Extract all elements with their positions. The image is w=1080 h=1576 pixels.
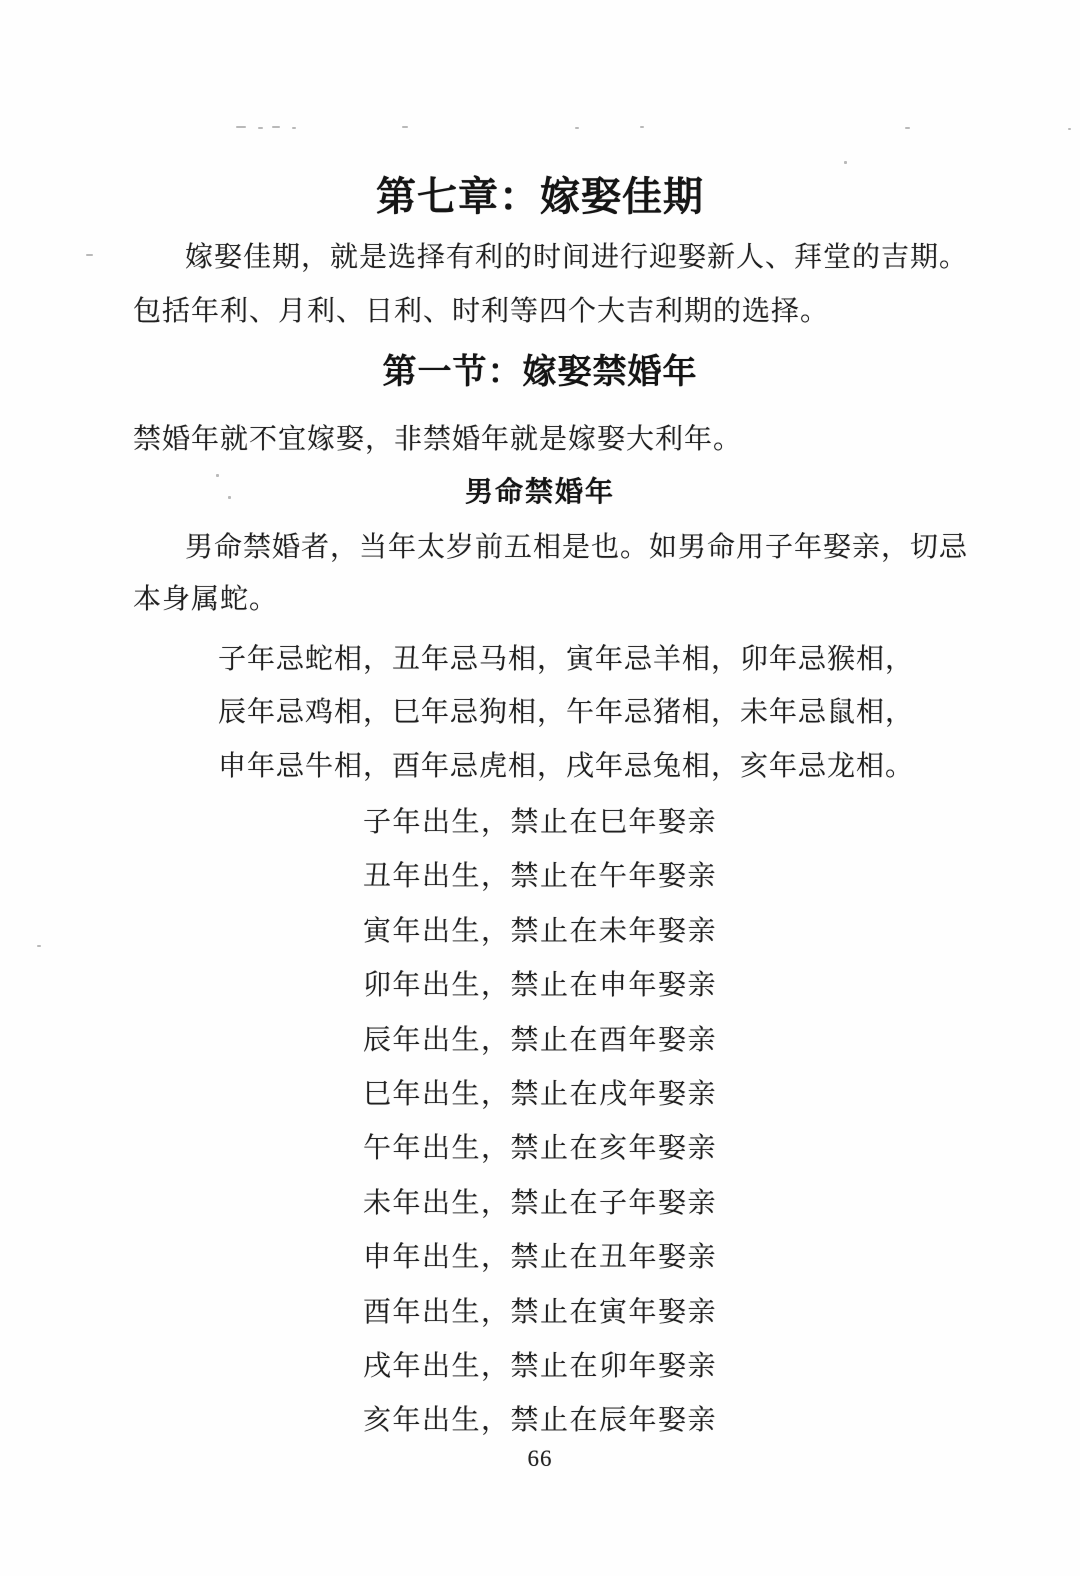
ban-list-item: 戌年出生，禁止在卯年娶亲 [362, 1351, 717, 1383]
ban-list-item: 午年出生，禁止在亥年娶亲 [362, 1133, 717, 1165]
ban-list-item: 子年出生，禁止在巳年娶亲 [362, 807, 717, 838]
scan-artifact [844, 161, 847, 164]
ban-list-item: 亥年出生，禁止在辰年娶亲 [362, 1405, 717, 1437]
taboo-line: 申年忌牛相，酉年忌虎相，戌年忌兔相，亥年忌龙相。 [218, 751, 915, 782]
chapter-title: 第七章：嫁娶佳期 [376, 174, 704, 219]
scan-artifact [1068, 128, 1071, 130]
intro-paragraph-line-1: 嫁娶佳期，就是选择有利的时间进行迎娶新人、拜堂的吉期。 [185, 242, 969, 273]
taboo-line: 辰年忌鸡相，巳年忌狗相，午年忌猪相，未年忌鼠相， [218, 697, 915, 728]
ban-list-item: 未年出生，禁止在子年娶亲 [362, 1187, 717, 1219]
scan-artifact [905, 127, 910, 129]
scan-artifact [575, 127, 579, 129]
section-title: 第一节：嫁娶禁婚年 [382, 354, 698, 391]
scan-artifact [640, 126, 644, 128]
ban-list-item: 巳年出生，禁止在戌年娶亲 [362, 1079, 717, 1111]
scan-artifact [236, 126, 246, 128]
ban-list-item: 酉年出生，禁止在寅年娶亲 [362, 1296, 717, 1328]
taboo-line: 子年忌蛇相，丑年忌马相，寅年忌羊相，卯年忌猴相， [218, 644, 915, 675]
ban-list-item: 辰年出生，禁止在酉年娶亲 [362, 1024, 717, 1056]
scan-artifact [272, 126, 280, 128]
scan-artifact [86, 254, 93, 256]
ban-list-item: 申年出生，禁止在丑年娶亲 [362, 1242, 717, 1274]
ban-list-item: 寅年出生，禁止在未年娶亲 [362, 915, 717, 947]
sub-heading: 男命禁婚年 [464, 477, 615, 508]
ban-list-item: 卯年出生，禁止在申年娶亲 [362, 970, 717, 1002]
sub-intro-line-2: 本身属蛇。 [133, 584, 279, 615]
scan-artifact [292, 127, 296, 129]
scan-artifact [258, 127, 263, 129]
section-intro: 禁婚年就不宜嫁娶，非禁婚年就是嫁娶大利年。 [133, 424, 743, 455]
intro-paragraph-line-2: 包括年利、月利、日利、时利等四个大吉利期的选择。 [133, 296, 830, 327]
ban-list [0, 796, 1080, 1449]
page-number: 66 [527, 1446, 553, 1471]
ban-list-item: 丑年出生，禁止在午年娶亲 [362, 861, 717, 893]
scan-artifact [402, 126, 408, 128]
sub-intro-line-1: 男命禁婚者，当年太岁前五相是也。如男命用子年娶亲，切忌 [185, 532, 969, 563]
